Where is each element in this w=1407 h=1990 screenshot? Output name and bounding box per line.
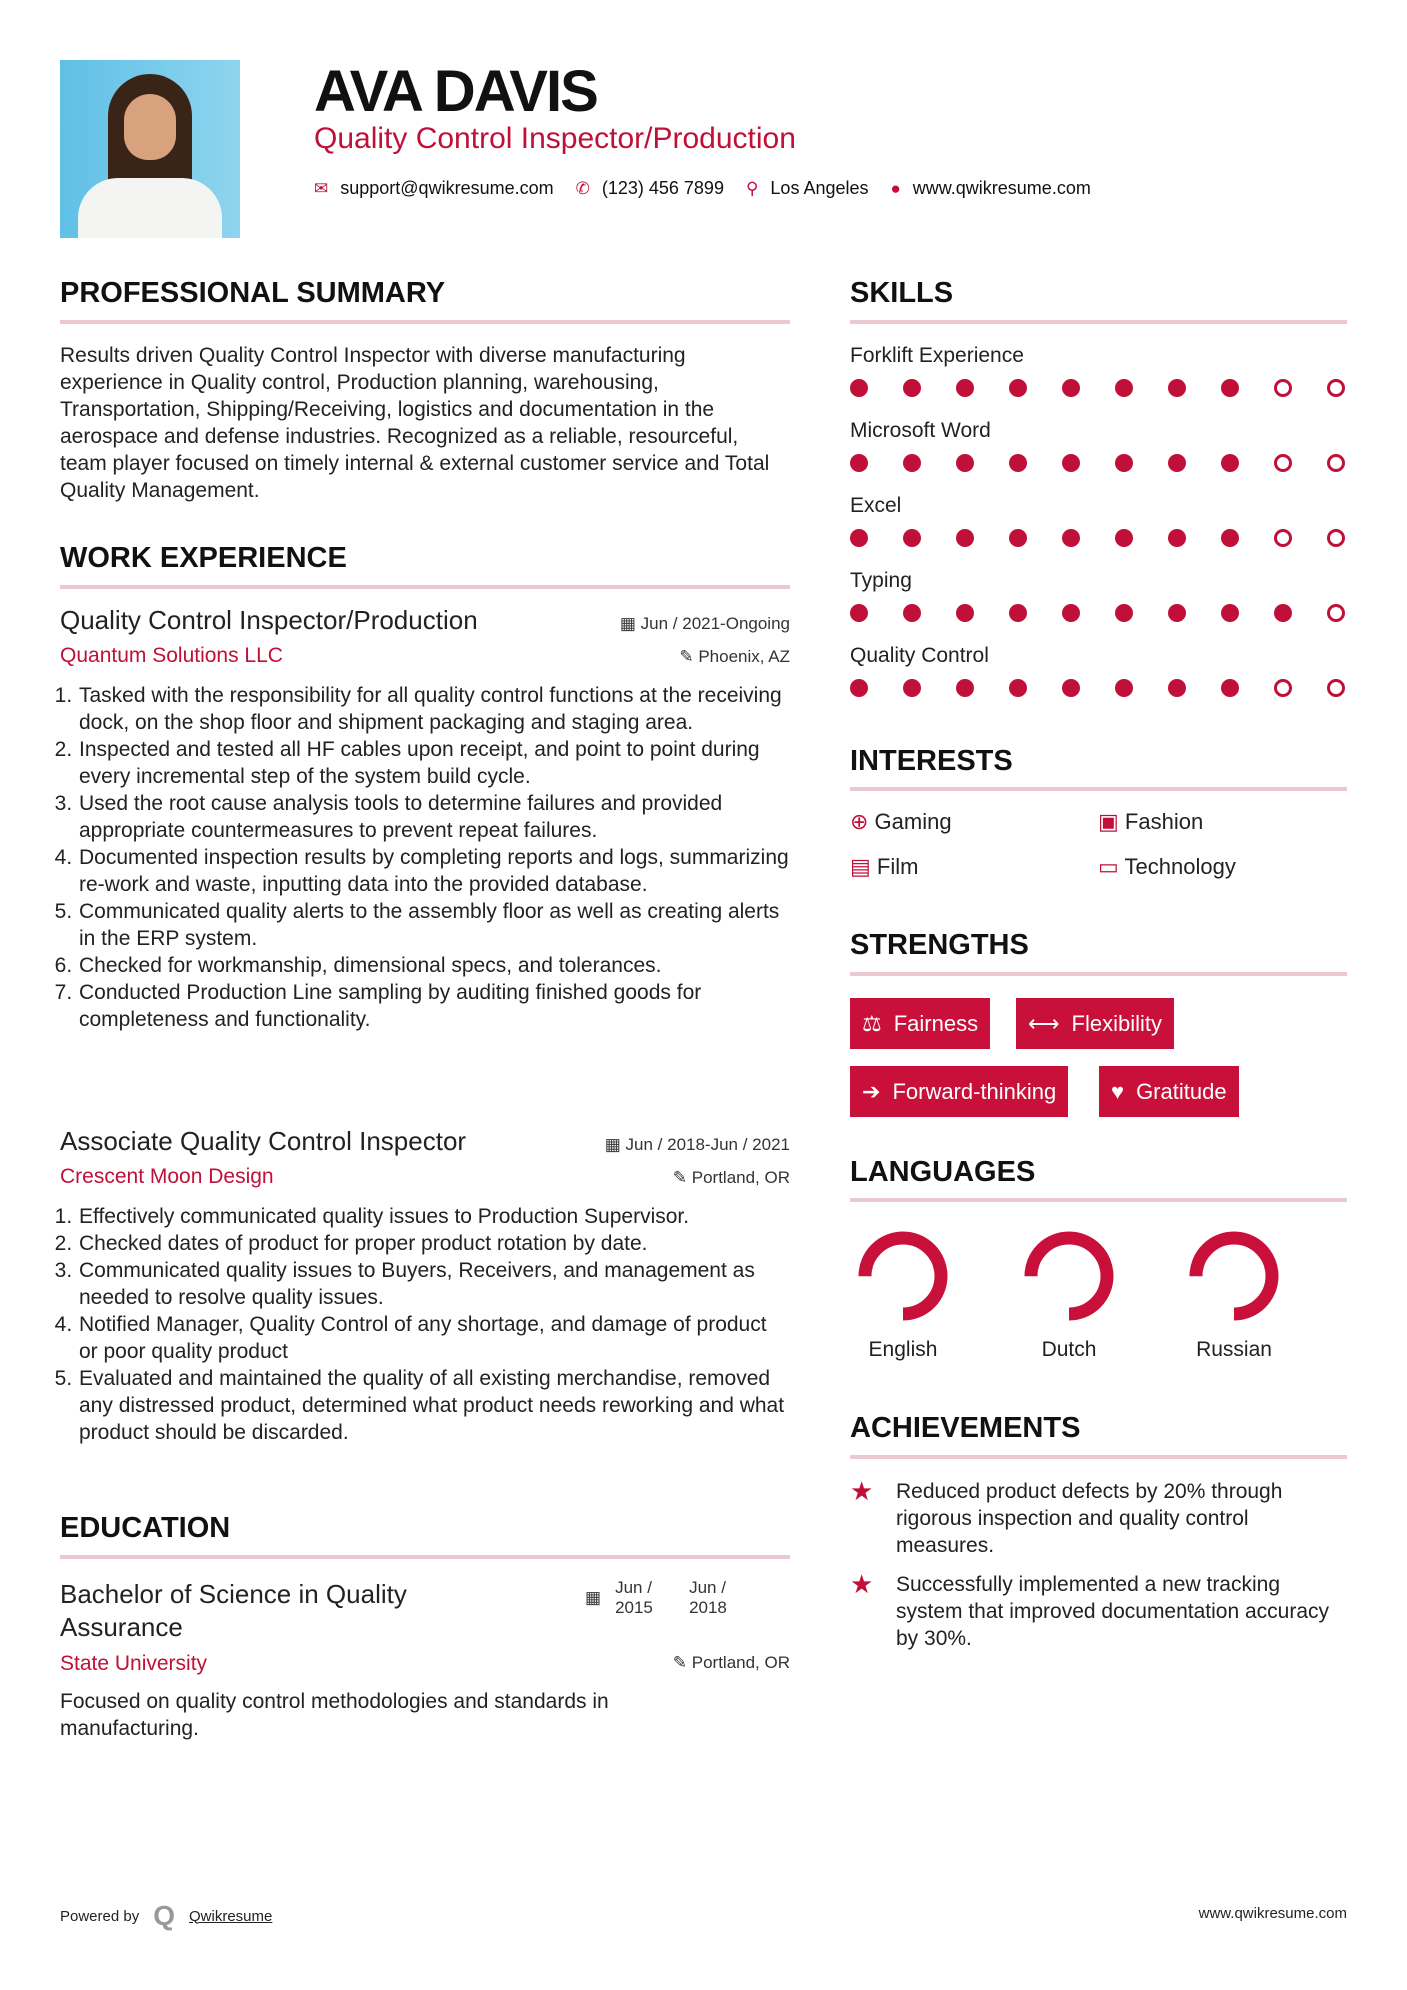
empty-dot [1327, 679, 1345, 697]
strength-badge-gratitude [1099, 1066, 1239, 1117]
star-icon: ★ [850, 1569, 874, 1599]
filled-dot [956, 379, 974, 397]
filled-dot [1062, 679, 1080, 697]
job-location: Phoenix, AZ [698, 647, 790, 666]
skill-rating [850, 604, 1347, 622]
filled-dot [1062, 454, 1080, 472]
filled-dot [1009, 379, 1027, 397]
company-name: Crescent Moon Design [60, 1165, 274, 1188]
filled-dot [1221, 379, 1239, 397]
list-item: 2. Inspected and tested all HF cables upon receipt, and point to point during every incremental step of the system build cycle. [78, 736, 790, 790]
contact-bar [314, 178, 1113, 199]
divider [60, 320, 790, 324]
interest-film [850, 853, 918, 880]
badge-label: Fairness [893, 1010, 979, 1036]
filled-dot [1221, 529, 1239, 547]
filled-dot [1009, 679, 1027, 697]
pin-icon: ✎ [672, 1653, 692, 1672]
job-date: Jun / 2018-Jun / 2021 [625, 1135, 790, 1154]
badge-label: Forward-thinking [892, 1078, 1057, 1104]
badge-label: Gratitude [1136, 1078, 1227, 1104]
date-end: Jun / 2018 [689, 1578, 727, 1617]
education-location [673, 1653, 790, 1673]
skill-rating [850, 454, 1347, 472]
job-date: Jun / 2021-Ongoing [640, 614, 790, 633]
filled-dot [1062, 379, 1080, 397]
filled-dot [1062, 529, 1080, 547]
language-progress-ring [1019, 1226, 1119, 1326]
filled-dot [1168, 529, 1186, 547]
filled-dot [1062, 604, 1080, 622]
empty-dot [1274, 679, 1292, 697]
filled-dot [1009, 604, 1027, 622]
location-text: Portland, OR [691, 1653, 790, 1672]
strength-badge-forward-thinking [850, 1066, 1068, 1117]
skill-row [850, 417, 1347, 492]
job-duties [60, 1203, 790, 1446]
website-link[interactable]: www.qwikresume.com [912, 178, 1091, 198]
language-item [999, 1226, 1139, 1362]
section-heading-achievements: ACHIEVEMENTS [850, 1412, 1081, 1444]
list-item: 6. Checked for workmanship, dimensional specs, and tolerances. [78, 952, 790, 979]
filled-dot [850, 379, 868, 397]
candidate-title: Quality Control Inspector/Production [314, 122, 796, 155]
footer-url[interactable]: www.qwikresume.com [1198, 1905, 1347, 1922]
divider [850, 787, 1347, 791]
filled-dot [1221, 604, 1239, 622]
brand-link[interactable]: Qwikresume [189, 1907, 273, 1925]
list-item: 3. Communicated quality issues to Buyers, Receivers, and management as needed to resolve quality issues. [78, 1257, 790, 1311]
interest-label: Fashion [1124, 809, 1204, 834]
divider [850, 1455, 1347, 1459]
skills-list [850, 342, 1347, 717]
section-heading-strengths: STRENGTHS [850, 929, 1029, 961]
language-progress-ring [1184, 1226, 1284, 1326]
candidate-name: AVA DAVIS [314, 59, 597, 124]
interest-gaming [850, 808, 952, 835]
phone-icon: ✆ [575, 178, 590, 198]
summary-text: Results driven Quality Control Inspector with diverse manufacturing experience in Quality control, Production planning, warehousing, Transportation, Shipping/Receiving, logistics and documentation in the aerospace and defense industries. Recognized as a reliable, resourceful, team player focused on timely internal & external customer service and Total Quality Management. [60, 344, 770, 502]
filled-dot [1115, 379, 1133, 397]
achievement-item [850, 1478, 1347, 1559]
divider [850, 972, 1347, 976]
filled-dot [850, 529, 868, 547]
filled-dot [903, 379, 921, 397]
list-item: 5. Communicated quality alerts to the assembly floor as well as creating alerts in the ERP system. [78, 898, 790, 952]
phone-text: (123) 456 7899 [601, 178, 724, 198]
degree-title: Bachelor of Science in Quality Assurance [60, 1579, 407, 1642]
language-item [1164, 1226, 1304, 1362]
empty-dot [1327, 529, 1345, 547]
envelope-icon: ✉ [314, 178, 329, 198]
interest-technology [1098, 853, 1236, 880]
skill-name: Microsoft Word [850, 419, 991, 442]
interest-label: Technology [1124, 854, 1236, 879]
job-duties [60, 682, 790, 1033]
filled-dot [1115, 454, 1133, 472]
education-description: Focused on quality control methodologies and standards in manufacturing. [60, 1690, 609, 1740]
job-entry [60, 1126, 790, 1446]
empty-dot [1327, 604, 1345, 622]
divider [850, 320, 1347, 324]
list-item: 1. Effectively communicated quality issues to Production Supervisor. [78, 1203, 790, 1230]
email-link[interactable]: support@qwikresume.com [340, 178, 554, 198]
skill-name: Forklift Experience [850, 344, 1024, 367]
badge-label: Flexibility [1071, 1010, 1163, 1036]
achievement-text: Successfully implemented a new tracking system that improved documentation accuracy by 30%. [896, 1573, 1330, 1650]
language-progress-ring [853, 1226, 953, 1326]
filled-dot [1115, 604, 1133, 622]
language-name: Russian [1196, 1338, 1272, 1361]
globe-icon: ● [890, 178, 901, 198]
calendar-icon: ▦ [604, 1135, 626, 1154]
job-location: Portland, OR [691, 1168, 790, 1187]
job-title: Quality Control Inspector/Production [60, 605, 478, 635]
filled-dot [850, 454, 868, 472]
job-title: Associate Quality Control Inspector [60, 1126, 467, 1156]
section-heading-work: WORK EXPERIENCE [60, 542, 347, 574]
skill-name: Quality Control [850, 644, 989, 667]
section-heading-summary: PROFESSIONAL SUMMARY [60, 277, 446, 309]
empty-dot [1274, 379, 1292, 397]
filled-dot [956, 679, 974, 697]
footer-powered [60, 1900, 272, 1932]
skill-row [850, 492, 1347, 567]
powered-by-label: Powered by [60, 1907, 140, 1925]
skill-name: Excel [850, 494, 902, 517]
filled-dot [1168, 679, 1186, 697]
language-name: English [868, 1338, 938, 1361]
gamepad-icon: ⊕ [850, 809, 875, 834]
section-heading-education: EDUCATION [60, 1512, 231, 1544]
divider [60, 1555, 790, 1559]
empty-dot [1327, 454, 1345, 472]
star-icon: ★ [850, 1476, 874, 1506]
filled-dot [1009, 529, 1027, 547]
date-start: Jun / 2015 [615, 1578, 653, 1617]
skill-rating [850, 679, 1347, 697]
school-name: State University [60, 1652, 208, 1675]
profile-photo [60, 60, 240, 238]
list-item: 1. Tasked with the responsibility for all quality control functions at the receiving dock, on the shop floor and shipment packaging and staging area. [78, 682, 790, 736]
skill-name: Typing [850, 569, 912, 592]
language-item [833, 1226, 973, 1362]
section-heading-languages: LANGUAGES [850, 1156, 1036, 1188]
pin-icon: ✎ [679, 647, 699, 666]
section-heading-skills: SKILLS [850, 277, 954, 309]
heart-icon: ♥ [1111, 1078, 1125, 1104]
company-name: Quantum Solutions LLC [60, 644, 283, 667]
calendar-icon: ▦ [585, 1588, 602, 1607]
film-icon: ▤ [850, 854, 877, 879]
divider [60, 585, 790, 589]
skill-row [850, 642, 1347, 717]
filled-dot [1009, 454, 1027, 472]
empty-dot [1274, 454, 1292, 472]
filled-dot [956, 454, 974, 472]
filled-dot [1115, 529, 1133, 547]
empty-dot [1327, 379, 1345, 397]
filled-dot [1115, 679, 1133, 697]
empty-dot [1274, 529, 1292, 547]
list-item: 4. Documented inspection results by completing reports and logs, summarizing re-work and waste, inputting data into the provided database. [78, 844, 790, 898]
strength-badge-flexibility [1016, 998, 1174, 1049]
filled-dot [1168, 379, 1186, 397]
filled-dot [903, 679, 921, 697]
skill-row [850, 567, 1347, 642]
interest-label: Gaming [874, 809, 952, 834]
filled-dot [850, 604, 868, 622]
filled-dot [1221, 454, 1239, 472]
map-pin-icon: ⚲ [745, 178, 759, 198]
divider [850, 1198, 1347, 1202]
list-item: 2. Checked dates of product for proper product rotation by date. [78, 1230, 790, 1257]
skill-rating [850, 379, 1347, 397]
qwikresume-logo-icon: Q [153, 1900, 175, 1931]
education-dates [585, 1578, 749, 1618]
language-name: Dutch [1041, 1338, 1097, 1361]
filled-dot [956, 529, 974, 547]
arrow-right-icon: ➔ [862, 1078, 881, 1104]
laptop-icon: ▭ [1098, 854, 1125, 879]
filled-dot [956, 604, 974, 622]
achievements-list [850, 1478, 1347, 1664]
skill-row [850, 342, 1347, 417]
skill-rating [850, 529, 1347, 547]
shopping-bag-icon: ▣ [1098, 809, 1125, 834]
filled-dot [1168, 454, 1186, 472]
arrows-horizontal-icon: ⟷ [1028, 1010, 1060, 1036]
balance-scale-icon: ⚖ [862, 1010, 882, 1036]
achievement-item [850, 1571, 1347, 1652]
filled-dot [1221, 679, 1239, 697]
interest-fashion [1098, 808, 1203, 835]
pin-icon: ✎ [672, 1168, 692, 1187]
filled-dot [903, 529, 921, 547]
filled-dot [850, 679, 868, 697]
list-item: 3. Used the root cause analysis tools to determine failures and provided appropriate countermeasures to prevent repeat failures. [78, 790, 790, 844]
achievement-text: Reduced product defects by 20% through rigorous inspection and quality control measures. [896, 1480, 1283, 1557]
calendar-icon: ▦ [619, 614, 641, 633]
interest-label: Film [876, 854, 919, 879]
filled-dot [903, 454, 921, 472]
job-entry [60, 605, 790, 1033]
filled-dot [1168, 604, 1186, 622]
list-item: 4. Notified Manager, Quality Control of any shortage, and damage of product or poor quality product [78, 1311, 790, 1365]
filled-dot [903, 604, 921, 622]
location-text: Los Angeles [770, 178, 869, 198]
section-heading-interests: INTERESTS [850, 745, 1013, 777]
strength-badge-fairness [850, 998, 990, 1049]
list-item: 5. Evaluated and maintained the quality of all existing merchandise, removed any distressed product, determined what product needs reworking and what product should be discarded. [78, 1365, 790, 1446]
list-item: 7. Conducted Production Line sampling by auditing finished goods for completeness and functionality. [78, 979, 790, 1033]
filled-dot [1274, 604, 1292, 622]
